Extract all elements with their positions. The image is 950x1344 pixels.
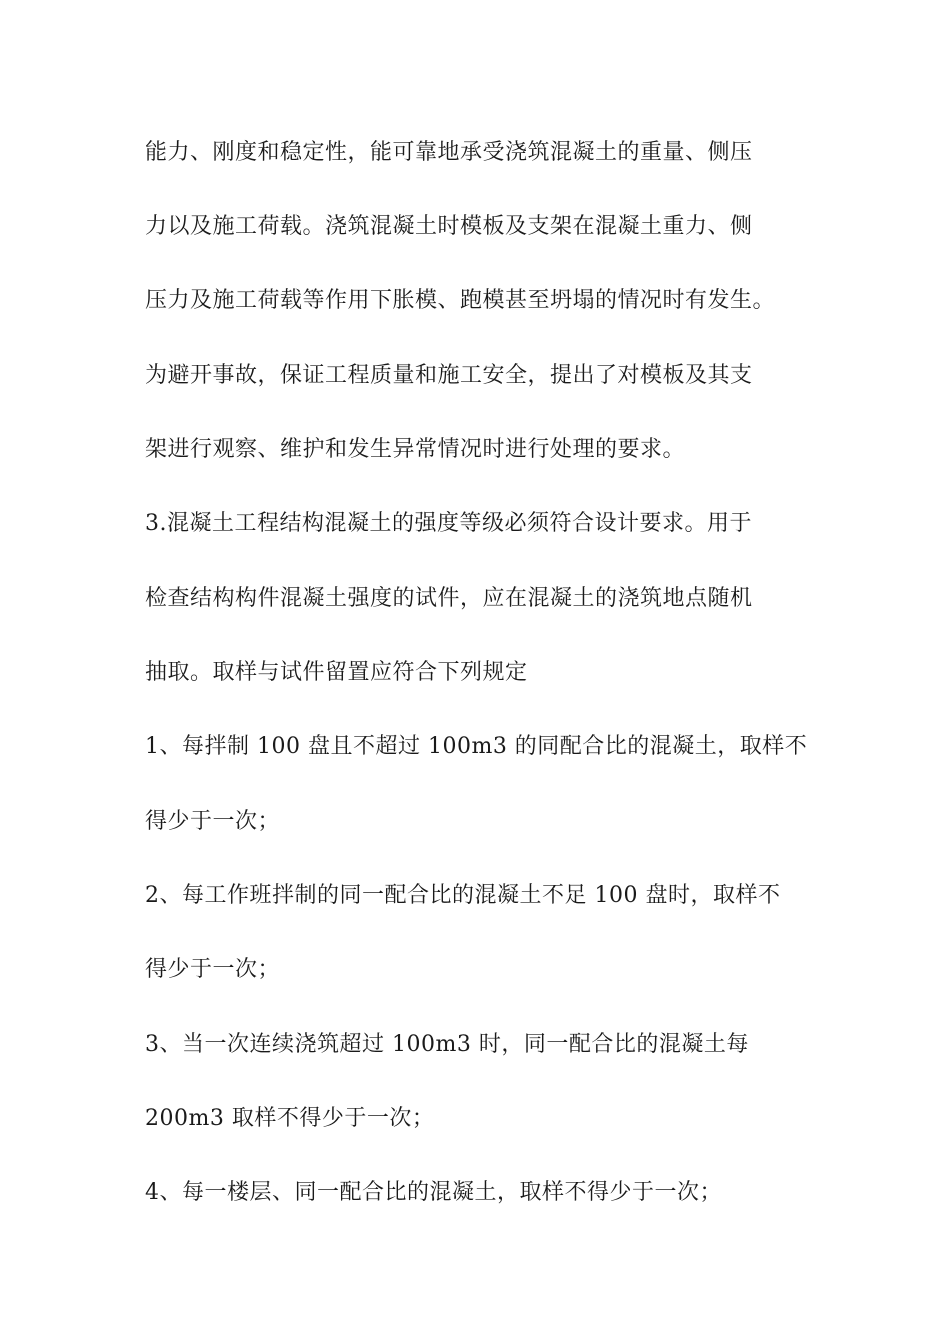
text-line-13: 3、当一次连续浇筑超过 100m3 时，同一配合比的混凝土每 bbox=[145, 1032, 749, 1057]
text-line-3: 压力及施工荷载等作用下胀模、跑模甚至坍塌的情况时有发生。 bbox=[145, 288, 776, 313]
text-line-14: 200m3 取样不得少于一次； bbox=[145, 1106, 435, 1131]
text-line-10: 得少于一次； bbox=[145, 809, 281, 834]
text-line-11: 2、每工作班拌制的同一配合比的混凝土不足 100 盘时，取样不 bbox=[145, 883, 781, 908]
text-line-7: 检查结构构件混凝土强度的试件，应在混凝土的浇筑地点随机 bbox=[145, 586, 753, 611]
text-line-5: 架进行观察、维护和发生异常情况时进行处理的要求。 bbox=[145, 437, 686, 462]
text-line-1: 能力、刚度和稳定性，能可靠地承受浇筑混凝土的重量、侧压 bbox=[145, 140, 753, 165]
text-line-6: 3.混凝土工程结构混凝土的强度等级必须符合设计要求。用于 bbox=[145, 511, 752, 536]
text-line-2: 力以及施工荷载。浇筑混凝土时模板及支架在混凝土重力、侧 bbox=[145, 214, 753, 239]
text-line-8: 抽取。取样与试件留置应符合下列规定 bbox=[145, 660, 528, 685]
text-line-4: 为避开事故，保证工程质量和施工安全，提出了对模板及其支 bbox=[145, 363, 753, 388]
text-line-12: 得少于一次； bbox=[145, 957, 281, 982]
text-line-9: 1、每拌制 100 盘且不超过 100m3 的同配合比的混凝土，取样不 bbox=[145, 734, 808, 759]
text-line-15: 4、每一楼层、同一配合比的混凝土，取样不得少于一次； bbox=[145, 1180, 722, 1205]
